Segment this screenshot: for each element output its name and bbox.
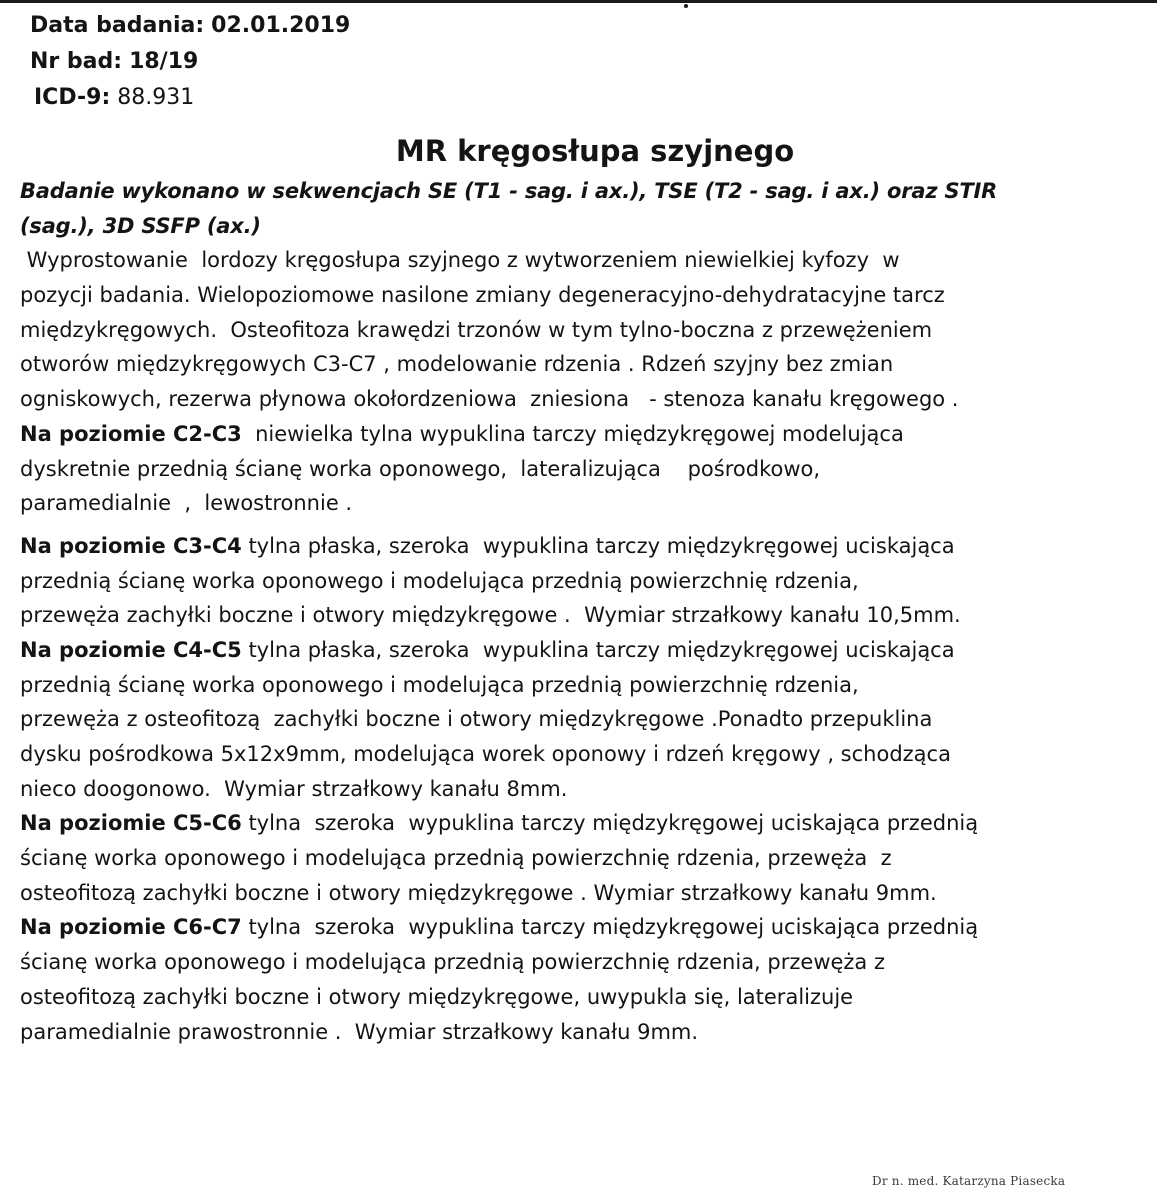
level-c2-c3-line: paramedialnie , lewostronnie . — [20, 491, 353, 516]
technique-line: (sag.), 3D SSFP (ax.) — [20, 213, 261, 238]
level-c6-c7-line: ścianę worka oponowego i modelująca przednią powierzchnię rdzenia, przewęża z — [20, 950, 885, 975]
level-text: niewielka tylna wypuklina tarczy międzykręgowej modelująca — [241, 421, 904, 446]
exam-number-row — [30, 44, 630, 80]
scan-speck — [684, 4, 688, 8]
paragraph-gap — [20, 521, 1144, 529]
findings-line: otworów międzykręgowych C3-C7 , modelowanie rdzenia . Rdzeń szyjny bez zmian — [20, 352, 894, 377]
level-label: Na poziomie C5-C6 — [20, 811, 242, 836]
level-c2-c3-heading-line — [20, 417, 1144, 452]
icd-label: ICD-9: — [34, 85, 111, 110]
level-label: Na poziomie C3-C4 — [20, 533, 242, 558]
exam-number-value: 18/19 — [129, 49, 199, 74]
level-label: Na poziomie C6-C7 — [20, 915, 242, 940]
level-c4-c5-line: przednią ścianę worka oponowego i modelująca przednią powierzchnię rdzenia, — [20, 672, 859, 697]
level-c4-c5-line: dysku pośrodkowa 5x12x9mm, modelująca worek oponowy i rdzeń kręgowy , schodząca — [20, 742, 951, 766]
findings-line: ogniskowych, rezerwa płynowa okołordzeniowa zniesiona - stenoza kanału kręgowego . — [20, 387, 959, 412]
level-c3-c4-heading-line — [20, 529, 1144, 564]
level-c3-c4-line: przewęża zachyłki boczne i otwory międzykręgowe . Wymiar strzałkowy kanału 10,5mm. — [20, 603, 961, 628]
exam-number-label: Nr bad: — [30, 49, 123, 74]
exam-date-row — [30, 8, 630, 44]
icd-value: 88.931 — [117, 85, 195, 110]
level-c6-c7-line: osteofitozą zachyłki boczne i otwory międzykręgowe, uwypukla się, lateralizuje — [20, 984, 854, 1009]
level-c4-c5-line: nieco doogonowo. Wymiar strzałkowy kanału 8mm. — [20, 776, 568, 801]
findings-line: międzykręgowych. Osteofitoza krawędzi trzonów w tym tylno-boczna z przewężeniem — [20, 317, 933, 342]
findings-line: Wyprostowanie lordozy kręgosłupa szyjnego z wytworzeniem niewielkiej kyfozy w — [20, 248, 900, 273]
level-c4-c5-line: przewęża z osteofitozą zachyłki boczne i otwory międzykręgowe .Ponadto przepuklina — [20, 707, 933, 732]
technique-line: Badanie wykonano w sekwencjach SE (T1 - sag. i ax.), TSE (T2 - sag. i ax.) oraz STIR — [20, 179, 998, 203]
level-text: tylna płaska, szeroka wypuklina tarczy międzykręgowej uciskająca — [241, 533, 955, 558]
exam-header — [30, 8, 630, 116]
physician-signature-stamp: Dr n. med. Katarzyna Piasecka — [872, 1174, 1066, 1188]
level-c6-c7-heading-line — [20, 910, 1144, 945]
level-c5-c6-heading-line — [20, 806, 1144, 841]
level-label: Na poziomie C2-C3 — [20, 421, 242, 446]
level-c5-c6-line: ścianę worka oponowego i modelująca przednią powierzchnię rdzenia, przewęża z — [20, 846, 892, 871]
level-label: Na poziomie C4-C5 — [20, 637, 242, 662]
level-c5-c6-line: osteofitozą zachyłki boczne i otwory międzykręgowe . Wymiar strzałkowy kanału 9mm. — [20, 880, 937, 905]
icd-code-row — [30, 80, 630, 116]
level-text: tylna płaska, szeroka wypuklina tarczy międzykręgowej uciskająca — [241, 637, 955, 662]
report-body — [20, 174, 1144, 1049]
findings-line: pozycji badania. Wielopoziomowe nasilone zmiany degeneracyjno-dehydratacyjne tarcz — [20, 283, 945, 308]
level-text: tylna szeroka wypuklina tarczy międzykręgowej uciskająca przednią — [241, 915, 979, 940]
report-title: MR kręgosłupa szyjnego — [395, 134, 795, 168]
level-c6-c7-line: paramedialnie prawostronnie . Wymiar strzałkowy kanału 9mm. — [20, 1019, 699, 1044]
exam-date-value: 02.01.2019 — [211, 13, 351, 38]
level-c3-c4-line: przednią ścianę worka oponowego i modelująca przednią powierzchnię rdzenia, — [20, 568, 859, 593]
top-border-line — [0, 0, 1157, 3]
level-c4-c5-heading-line — [20, 633, 1144, 668]
level-c2-c3-line: dyskretnie przednią ścianę worka oponowego, lateralizująca pośrodkowo, — [20, 456, 821, 481]
exam-date-label: Data badania: — [30, 13, 205, 38]
level-text: tylna szeroka wypuklina tarczy międzykręgowej uciskająca przednią — [241, 811, 979, 836]
